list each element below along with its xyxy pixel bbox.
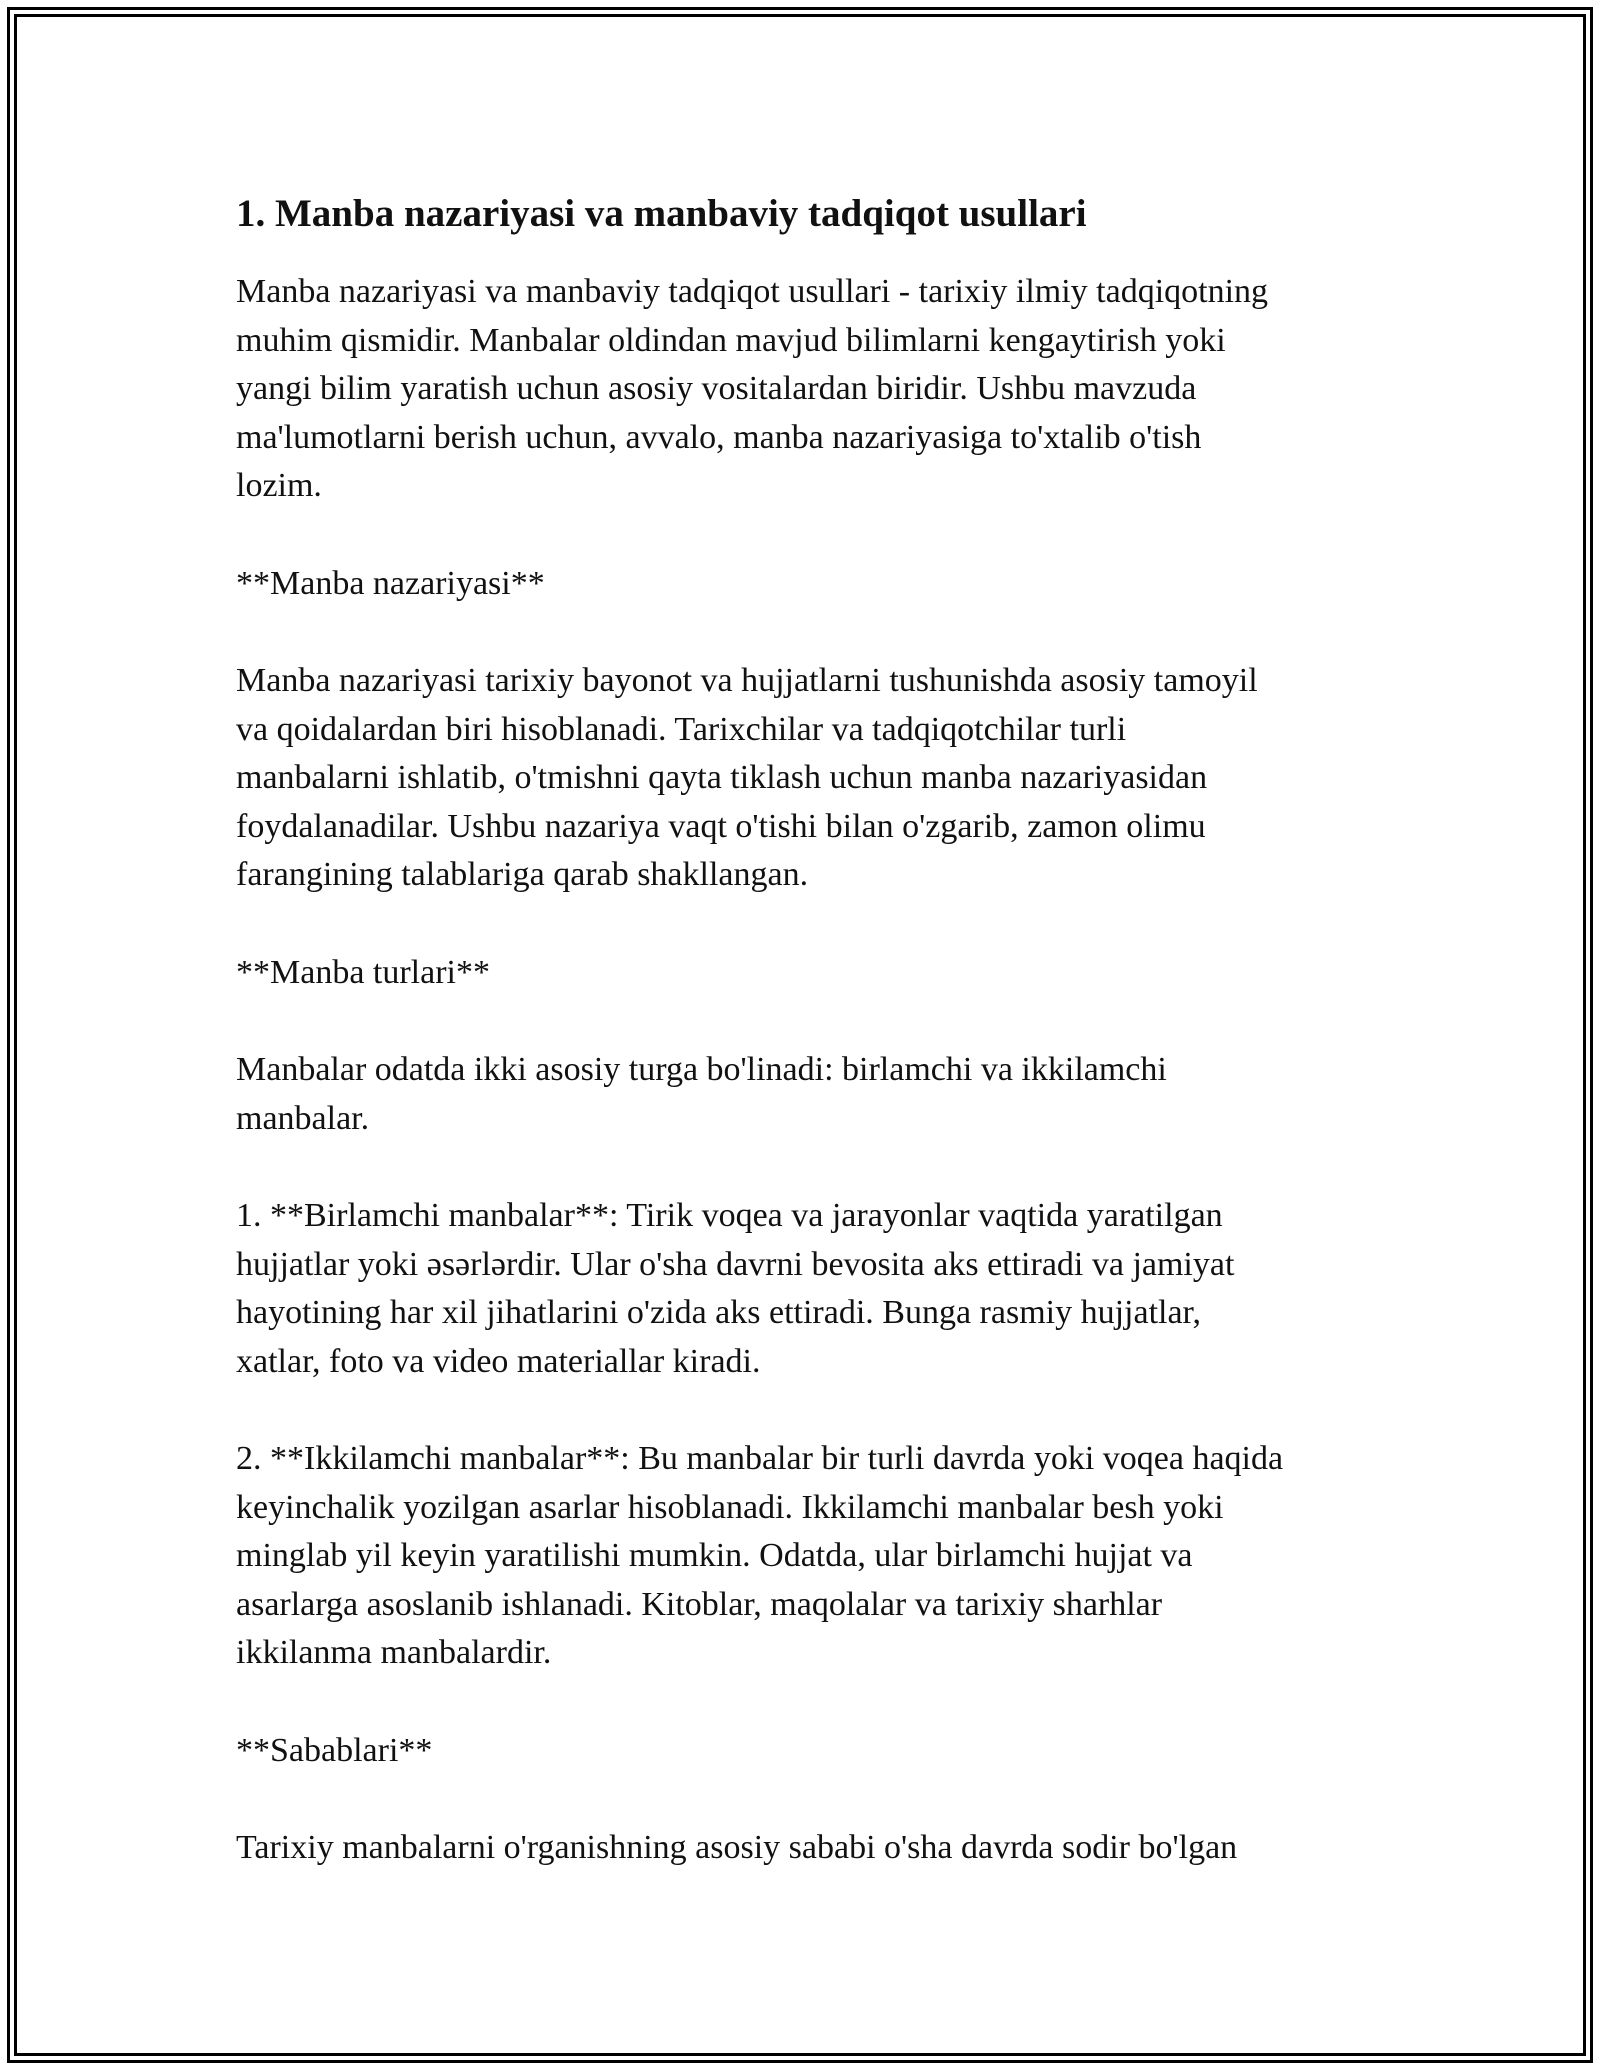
text-line: keyinchalik yozilgan asarlar hisoblanadi. Ikkilamchi manbalar besh yoki: [236, 1488, 1224, 1526]
text-line: ma'lumotlarni berish uchun, avvalo, manba nazariyasiga to'xtalib o'tish: [236, 418, 1202, 456]
document-body: [236, 186, 1371, 1922]
text-line: 2. **Ikkilamchi manbalar**: Bu manbalar bir turli davrda yoki voqea haqida: [236, 1440, 1284, 1477]
text-line: 1. **Birlamchi manbalar**: Tirik voqea va jarayonlar vaqtida yaratilgan: [236, 1197, 1223, 1234]
section-heading: **Manba nazariyasi**: [236, 564, 545, 602]
section-heading: **Manba turlari**: [236, 953, 490, 991]
text-line: va qoidalardan biri hisoblanadi. Tarixchilar va tadqiqotchilar turli: [236, 710, 1127, 748]
heading-sabablari: [236, 1727, 1371, 1776]
text-line: muhim qismidir. Manbalar oldindan mavjud bilimlarni kengaytirish yoki: [236, 321, 1226, 359]
text-line: lozim.: [236, 467, 322, 504]
text-line: minglab yil keyin yaratilishi mumkin. Odatda, ular birlamchi hujjat va: [236, 1537, 1193, 1574]
text-line: hayotining har xil jihatlarini o'zida aks ettiradi. Bunga rasmiy hujjatlar,: [236, 1294, 1202, 1331]
text-line: Manba nazariyasi va manbaviy tadqiqot usullari - tarixiy ilmiy tadqiqotning: [236, 273, 1269, 310]
text-line: foydalanadilar. Ushbu nazariya vaqt o'tishi bilan o'zgarib, zamon olimu: [236, 807, 1206, 845]
text-line: manbalar.: [236, 1099, 370, 1137]
paragraph-theory: [236, 657, 1371, 900]
list-item-primary-sources: [236, 1192, 1371, 1386]
paragraph-intro: [236, 268, 1371, 511]
text-line: hujjatlar yoki əsərlərdir. Ular o'sha davrni bevosita aks ettiradi va jamiyat: [236, 1245, 1235, 1283]
text-line: farangining talablariga qarab shakllangan.: [236, 856, 809, 893]
paragraph-reasons: [236, 1824, 1371, 1873]
heading-manba-nazariyasi: [236, 560, 1371, 609]
paragraph-types: [236, 1046, 1371, 1143]
text-line: xatlar, foto va video materiallar kiradi.: [236, 1342, 761, 1380]
document-title: 1. Manba nazariyasi va manbaviy tadqiqot usullari: [236, 192, 1087, 235]
text-line: manbalarni ishlatib, o'tmishni qayta tiklash uchun manba nazariyasidan: [236, 759, 1208, 796]
section-heading: **Sabablari**: [236, 1731, 433, 1769]
list-item-secondary-sources: [236, 1435, 1371, 1678]
heading-manba-turlari: [236, 949, 1371, 998]
text-line: yangi bilim yaratish uchun asosiy vositalardan biridir. Ushbu mavzuda: [236, 370, 1197, 407]
text-line: Manbalar odatda ikki asosiy turga bo'linadi: birlamchi va ikkilamchi: [236, 1051, 1167, 1088]
text-line: asarlarga asoslanib ishlanadi. Kitoblar, maqolalar va tarixiy sharhlar: [236, 1585, 1163, 1623]
text-line: ikkilanma manbalardir.: [236, 1634, 552, 1671]
text-line: Tarixiy manbalarni o'rganishning asosiy sababi o'sha davrda sodir bo'lgan: [236, 1829, 1238, 1866]
text-line: Manba nazariyasi tarixiy bayonot va hujjatlarni tushunishda asosiy tamoyil: [236, 662, 1258, 699]
